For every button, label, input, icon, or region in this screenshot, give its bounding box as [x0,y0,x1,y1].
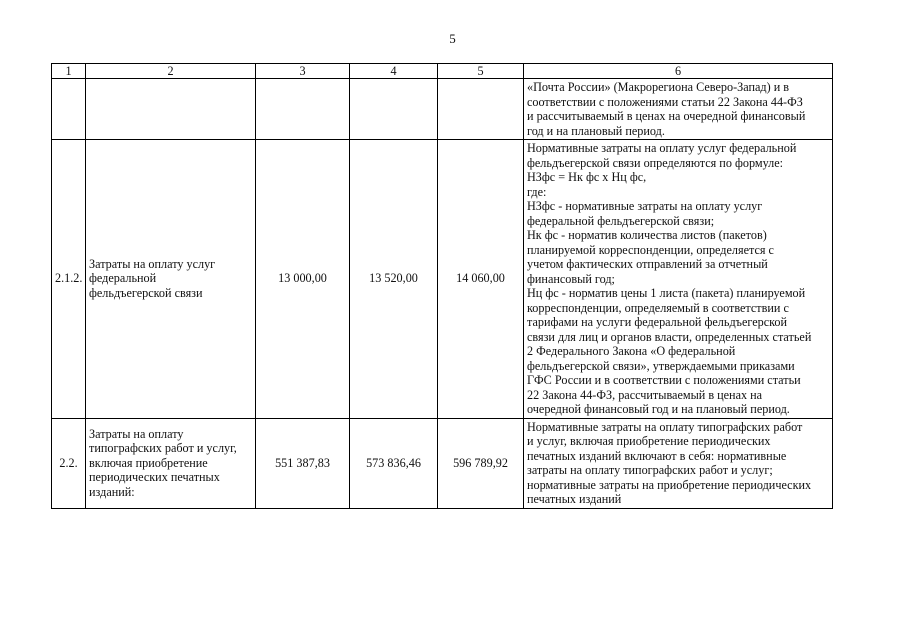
description-line: нормативные затраты на приобретение периодических [527,477,812,492]
row-name-line: фельдъегерской связи [89,286,203,301]
description-line: Нормативные затраты на оплату типографских работ [527,419,803,434]
table-row [52,79,833,140]
description-line: печатных изданий включают в себя: нормативные [527,448,787,463]
col-header-2: 2 [86,64,256,79]
description-line: связи для лиц и органов власти, определенных статьей [527,329,812,344]
value-col5-cell [438,79,524,140]
table-row [52,140,833,419]
row-name-line: Затраты на оплату услуг [89,256,216,271]
description-line: «Почта России» (Макрорегиона Северо-Запад) и в [527,80,790,94]
description-line: Нц фс - норматив цены 1 листа (пакета) планируемой [527,286,806,300]
value-col3-cell: 13 000,00 [256,140,350,419]
page-number: 5 [449,31,456,46]
description-line: Нк фс - норматив количества листов (пакетов) [527,228,767,242]
row-number-cell: 2.1.2. [52,140,86,419]
description-line: фельдъегерской связи определяются по формуле: [527,155,784,170]
value-col3-cell [256,79,350,140]
row-number-cell [52,79,86,140]
col-header-4: 4 [350,64,438,79]
description-line: где: [527,184,547,199]
description-line: НЗфс = Нк фс х Нц фс, [527,170,647,184]
description-line: учетом фактических отправлений за отчетный [527,257,768,271]
description-line: 22 Закона 44-ФЗ, рассчитываемый в ценах на [527,387,763,402]
row-name-cell [86,140,256,419]
table-row [52,418,833,508]
value-col4-cell: 13 520,00 [350,140,438,419]
description-line: и рассчитываемый в ценах на очередной финансовый [527,109,806,123]
row-description-cell [524,140,833,419]
row-name-cell [86,79,256,140]
row-name-line: Затраты на оплату [89,426,184,441]
row-name-cell [86,418,256,508]
description-line: планируемой корреспонденции, определяется с [527,242,774,257]
row-name-line: федеральной [89,271,157,286]
row-name-line: изданий: [89,484,135,499]
description-line: затраты на оплату типографских работ и услуг; [527,463,773,477]
description-line: Нормативные затраты на оплату услуг федеральной [527,141,797,155]
description-line: ГФС России и в соответствии с положениями статьи [527,373,801,387]
description-line: и услуг, включая приобретение периодических [527,434,771,448]
description-line: печатных изданий [527,492,622,506]
header-row [52,64,833,79]
value-col5-cell: 596 789,92 [438,418,524,508]
cost-table [51,63,833,509]
description-line: фельдъегерской связи», утверждаемыми приказами [527,358,795,373]
col-header-6: 6 [524,64,833,79]
description-line: тарифами на услуги федеральной фельдъегерской [527,315,788,329]
description-line: финансовый год; [527,271,615,286]
description-line: очередной финансовый год и на плановый период. [527,402,790,416]
value-col4-cell: 573 836,46 [350,418,438,508]
description-line: год и на плановый период. [527,123,665,138]
description-line: НЗфс - нормативные затраты на оплату услуг [527,199,763,213]
description-line: 2 Федерального Закона «О федеральной [527,344,736,358]
value-col4-cell [350,79,438,140]
row-name-line: периодических печатных [89,470,220,485]
row-name-line: включая приобретение [89,455,208,470]
row-name-line: типографских работ и услуг, [89,441,237,456]
col-header-3: 3 [256,64,350,79]
row-number-cell: 2.2. [52,418,86,508]
row-description-cell [524,418,833,508]
description-line: федеральной фельдъегерской связи; [527,213,715,228]
col-header-5: 5 [438,64,524,79]
row-description-cell [524,79,833,140]
col-header-1: 1 [52,64,86,79]
description-line: соответствии с положениями статьи 22 Закона 44-ФЗ [527,94,803,109]
description-line: корреспонденции, определяемый в соответствии с [527,300,789,315]
value-col5-cell: 14 060,00 [438,140,524,419]
value-col3-cell: 551 387,83 [256,418,350,508]
